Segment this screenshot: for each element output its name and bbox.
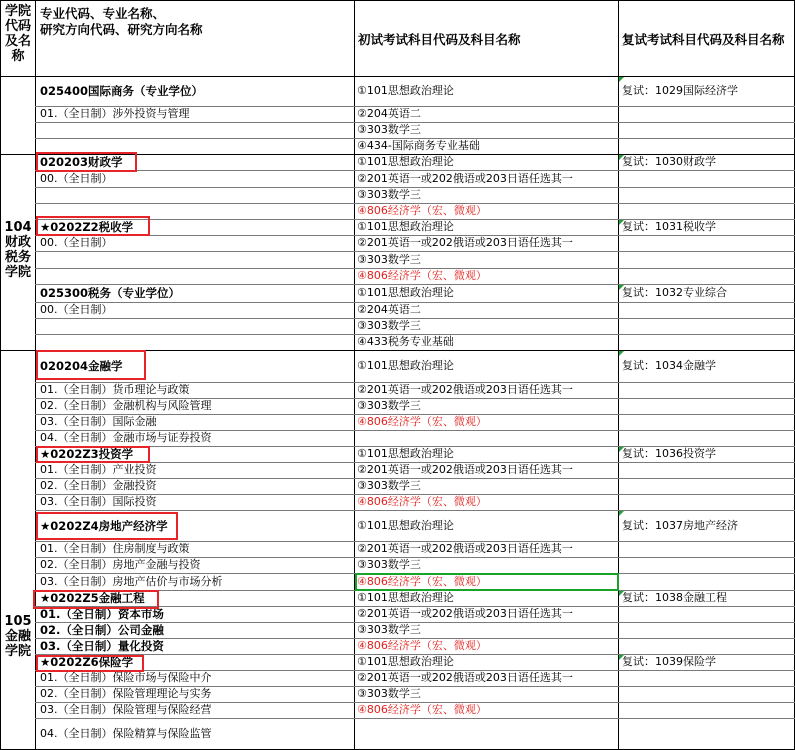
major-cell: 00.（全日制） [40, 172, 113, 185]
major-cell: 01.（全日制）保险市场与保险中介 [40, 671, 212, 684]
header-college: 学院代码及名称 [4, 4, 31, 64]
exam-cell: ①101思想政治理论 [357, 519, 454, 532]
major-cell: 01.（全日制）资本市场 [40, 607, 164, 621]
exam-cell: ④806经济学（宏、微观） [357, 495, 487, 508]
retest-cell: 复试：1030财政学 [622, 155, 716, 168]
exam-cell: ③303数学三 [357, 319, 421, 332]
cell-comment-marker [619, 155, 624, 160]
cell-comment-marker [619, 77, 624, 82]
major-cell: 01.（全日制）产业投资 [40, 463, 157, 476]
exam-cell: ①101思想政治理论 [357, 84, 454, 97]
exam-cell: ②204英语二 [357, 107, 421, 120]
retest-cell: 复试：1038金融工程 [622, 591, 727, 604]
highlight-box [33, 590, 159, 609]
major-cell: ★0202Z5金融工程 [40, 591, 145, 605]
selected-cell [355, 573, 619, 591]
college-104-name: 财政税务学院 [4, 235, 31, 280]
major-cell: ★0202Z2税收学 [40, 220, 134, 234]
row-divider [35, 718, 795, 719]
retest-cell: 复试：1037房地产经济 [622, 519, 738, 532]
major-cell: ★0202Z3投资学 [40, 447, 134, 461]
section-divider [0, 0, 795, 1]
highlight-box [36, 350, 146, 380]
highlight-box [36, 446, 150, 463]
college-105-name: 金融学院 [4, 629, 31, 659]
exam-cell: ③303数学三 [357, 399, 421, 412]
header-major-2: 研究方向代码、研究方向名称 [40, 22, 203, 37]
major-cell: 02.（全日制）房地产金融与投资 [40, 558, 201, 571]
major-cell: 01.（全日制）涉外投资与管理 [40, 107, 190, 120]
exam-cell: ①101思想政治理论 [357, 286, 454, 299]
college-104 [0, 220, 36, 280]
major-cell: 04.（全日制）金融市场与证券投资 [40, 431, 212, 444]
exam-cell: ③303数学三 [357, 558, 421, 571]
cell-comment-marker [619, 285, 624, 290]
exam-cell: ③303数学三 [357, 253, 421, 266]
retest-cell: 复试：1029国际经济学 [622, 84, 738, 97]
major-cell: 025300税务（专业学位） [40, 286, 181, 300]
exam-cell: ④433税务专业基础 [357, 335, 454, 348]
exam-cell: ④806经济学（宏、微观） [357, 703, 487, 716]
col-divider [354, 0, 355, 749]
exam-cell: ②201英语一或202俄语或203日语任选其一 [357, 671, 573, 684]
exam-cell: ①101思想政治理论 [357, 155, 454, 168]
major-cell: 03.（全日制）房地产估价与市场分析 [40, 575, 223, 588]
major-cell: 01.（全日制）货币理论与政策 [40, 383, 190, 396]
col-divider [618, 0, 619, 749]
major-cell: ★0202Z6保险学 [40, 655, 134, 669]
major-cell: 025400国际商务（专业学位） [40, 84, 204, 98]
retest-cell: 复试：1036投资学 [622, 447, 716, 460]
exam-cell: ④806经济学（宏、微观） [357, 575, 487, 588]
exam-cell: ①101思想政治理论 [357, 447, 454, 460]
major-cell: 02.（全日制）公司金融 [40, 623, 164, 637]
major-cell: 00.（全日制） [40, 236, 113, 249]
major-cell: 03.（全日制）保险管理与保险经营 [40, 703, 212, 716]
retest-cell: 复试：1034金融学 [622, 359, 716, 372]
college-105-code: 105 [4, 614, 32, 629]
header-major-1: 专业代码、专业名称、 [40, 6, 166, 21]
major-cell: 03.（全日制）国际投资 [40, 495, 157, 508]
header-exam: 初试考试科目代码及科目名称 [358, 32, 521, 47]
major-cell: 020203财政学 [40, 155, 123, 169]
highlight-box [36, 512, 178, 540]
exam-cell: ①101思想政治理论 [357, 591, 454, 604]
major-cell: 02.（全日制）金融机构与风险管理 [40, 399, 212, 412]
exam-cell: ②201英语一或202俄语或203日语任选其一 [357, 542, 573, 555]
cell-comment-marker [619, 591, 624, 596]
exam-cell: ①101思想政治理论 [357, 220, 454, 233]
exam-cell: ③303数学三 [357, 623, 421, 636]
major-cell: 02.（全日制）保险管理理论与实务 [40, 687, 212, 700]
retest-cell: 复试：1039保险学 [622, 655, 716, 668]
exam-cell: ②201英语一或202俄语或203日语任选其一 [357, 172, 573, 185]
exam-cell: ④434-国际商务专业基础 [357, 139, 480, 152]
row-divider [35, 510, 795, 511]
exam-cell: ④806经济学（宏、微观） [357, 269, 487, 282]
major-cell: 02.（全日制）金融投资 [40, 479, 157, 492]
major-cell: ★0202Z4房地产经济学 [40, 519, 168, 533]
major-cell: 01.（全日制）住房制度与政策 [40, 542, 190, 555]
major-cell: 00.（全日制） [40, 303, 113, 316]
exam-cell: ②201英语一或202俄语或203日语任选其一 [357, 383, 573, 396]
highlight-box [36, 655, 144, 672]
highlight-box [36, 216, 150, 236]
cell-comment-marker [619, 655, 624, 660]
header-retest: 复试考试科目代码及科目名称 [622, 32, 785, 47]
cell-comment-marker [619, 447, 624, 452]
exam-cell: ④806经济学（宏、微观） [357, 204, 487, 217]
major-cell: 03.（全日制）量化投资 [40, 639, 164, 653]
exam-cell: ②201英语一或202俄语或203日语任选其一 [357, 236, 573, 249]
exam-cell: ④806经济学（宏、微观） [357, 415, 487, 428]
retest-cell: 复试：1032专业综合 [622, 286, 727, 299]
exam-cell: ③303数学三 [357, 188, 421, 201]
section-divider [0, 76, 795, 77]
college-105 [0, 614, 36, 659]
cell-comment-marker [619, 220, 624, 225]
exam-cell: ③303数学三 [357, 123, 421, 136]
exam-cell: ②204英语二 [357, 303, 421, 316]
highlight-box [36, 152, 137, 172]
exam-cell: ①101思想政治理论 [357, 359, 454, 372]
exam-cell: ②201英语一或202俄语或203日语任选其一 [357, 607, 573, 620]
major-cell: 04.（全日制）保险精算与保险监管 [40, 727, 212, 740]
exam-cell: ①101思想政治理论 [357, 655, 454, 668]
cell-comment-marker [619, 511, 624, 516]
retest-cell: 复试：1031税收学 [622, 220, 716, 233]
college-104-code: 104 [4, 220, 32, 235]
exam-cell: ④806经济学（宏、微观） [357, 639, 487, 652]
exam-cell: ②201英语一或202俄语或203日语任选其一 [357, 463, 573, 476]
cell-comment-marker [619, 351, 624, 356]
exam-cell: ③303数学三 [357, 479, 421, 492]
major-cell: 020204金融学 [40, 359, 123, 373]
exam-cell: ③303数学三 [357, 687, 421, 700]
major-cell: 03.（全日制）国际金融 [40, 415, 157, 428]
